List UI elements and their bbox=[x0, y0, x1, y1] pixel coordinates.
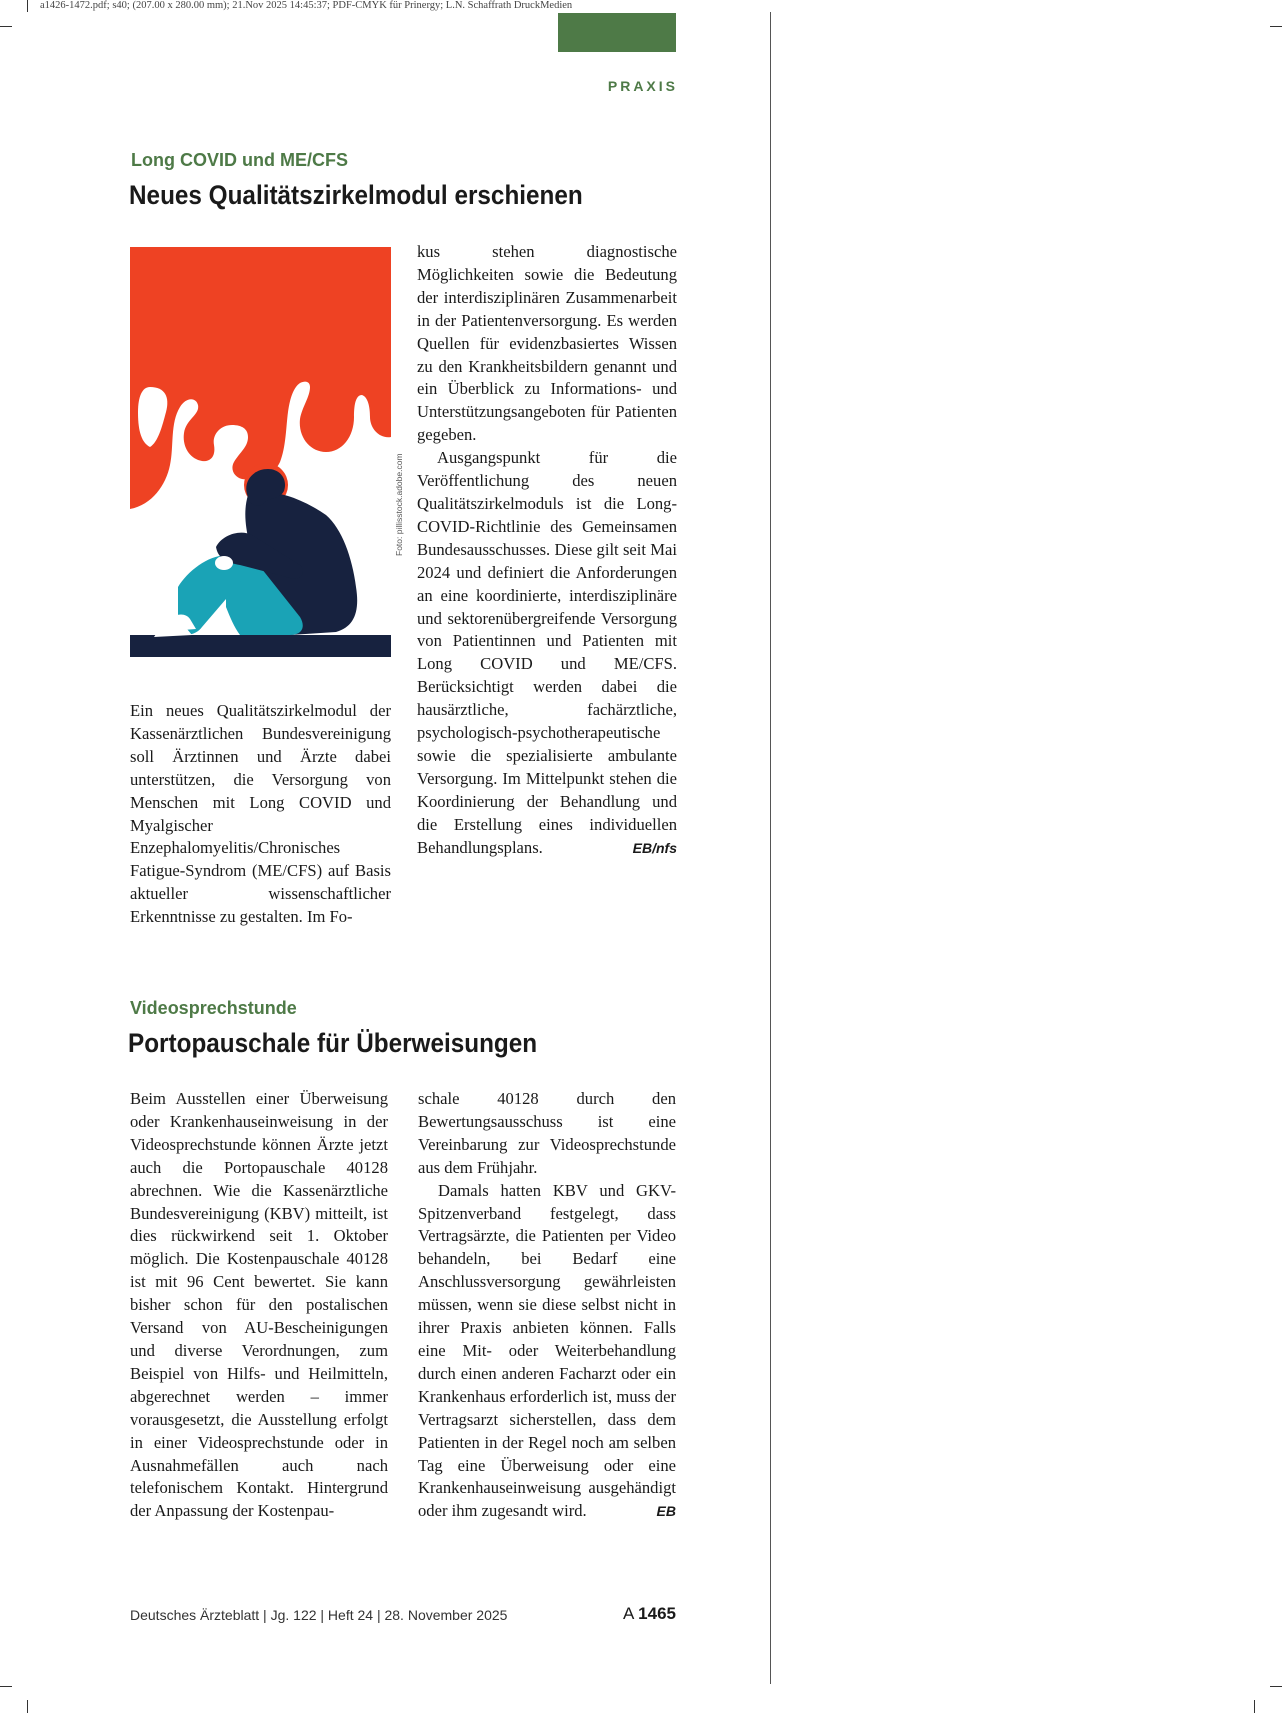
footer-page-number bbox=[623, 1604, 676, 1624]
article1-column2 bbox=[417, 241, 677, 859]
article2-col2-paragraph1: schale 40128 durch den Bewertungsausschuss ist eine Vereinbarung zur Videosprechstunde aus dem Frühjahr. bbox=[418, 1089, 676, 1177]
article1-column1 bbox=[130, 700, 391, 929]
article2-col1-text: Beim Ausstellen einer Überweisung oder Krankenhauseinweisung in der Videosprechstunde können Ärzte jetzt auch die Portopauschale 40128 abrechnen. Wie die Kassenärztliche Bundesvereinigung (KBV) mitteilt, ist dies rückwirkend seit 1. Oktober möglich. Die Kostenpauschale 40128 ist mit 96 Cent bewertet. Sie kann bisher schon für den postalischen Versand von AU-Bescheinigungen und diverse Verordnungen, zum Beispiel von Hilfs- und Heilmitteln, abgerechnet werden – immer vorausgesetzt, die Ausstellung erfolgt in einer Videosprechstunde oder in Ausnahmefällen auch nach telefonischem Kontakt. Hintergrund der Anpassung der Kostenpau- bbox=[130, 1089, 388, 1521]
article1-signature: EB/nfs bbox=[632, 839, 677, 856]
section-label: PRAXIS bbox=[607, 78, 678, 94]
page-prefix: A bbox=[623, 1604, 634, 1623]
section-color-bar bbox=[558, 13, 676, 52]
print-slug: a1426-1472.pdf; s40; (207.00 x 280.00 mm); 21.Nov 2025 14:45:37; PDF-CMYK für Prinergy; L.N. Schaffrath DruckMedien bbox=[40, 0, 573, 11]
article2-signature: EB bbox=[656, 1503, 676, 1520]
illustration-person-sitting-icon bbox=[130, 247, 391, 657]
article1-col1-text: Ein neues Qualitätszirkelmodul der Kassenärztlichen Bundesvereinigung soll Ärztinnen und Ärzte dabei unterstützen, die Versorgung von Menschen mit Long COVID und Myalgischer Enzephalomyelitis/Chronisches Fatigue-Syndrom (ME/CFS) auf Basis aktueller wissenschaftlicher Erkenntnisse zu gestalten. Im Fo- bbox=[130, 701, 391, 927]
article2-kicker: Videosprechstunde bbox=[130, 998, 297, 1018]
crop-mark bbox=[27, 0, 28, 12]
article2-headline: Portopauschale für Überweisungen bbox=[128, 1028, 538, 1058]
footer-journal-info: Deutsches Ärzteblatt | Jg. 122 | Heft 24 | 28. November 2025 bbox=[130, 1607, 508, 1623]
article1-illustration bbox=[130, 247, 391, 657]
crop-mark bbox=[1270, 26, 1282, 27]
crop-mark bbox=[0, 1686, 12, 1687]
article2-column2 bbox=[418, 1088, 676, 1523]
crop-mark bbox=[1270, 1686, 1282, 1687]
page-number: 1465 bbox=[638, 1604, 676, 1623]
image-credit: Foto: pillisstock.adobe.com bbox=[394, 453, 404, 556]
article2-col2-paragraph2: Damals hatten KBV und GKV-Spitzenverband festgelegt, dass Vertragsärzte, die Patienten per Video behandeln, bei Bedarf eine Anschlussversorgung gewährleisten müssen, wenn sie diese selbst nicht in ihrer Praxis anbieten können. Falls eine Mit- oder Weiterbehandlung durch einen anderen Facharzt oder ein Krankenhaus erforderlich ist, muss der Vertragsarzt sicherstellen, dass dem Patienten in der Regel noch am selben Tag eine Überweisung oder eine Krankenhauseinweisung ausgehändigt oder ihm zugesandt wird. bbox=[418, 1180, 676, 1521]
page-edge-line bbox=[770, 12, 771, 1684]
article2-column1 bbox=[130, 1088, 388, 1523]
crop-mark bbox=[0, 26, 12, 27]
crop-mark bbox=[1254, 1700, 1255, 1713]
article1-col2-paragraph1: kus stehen diagnostische Möglichkeiten sowie die Bedeutung der interdisziplinären Zusammenarbeit in der Patientenversorgung. Es werden Quellen für evidenzbasiertes Wissen zu den Krankheitsbildern genannt und ein Überblick zu Informations- und Unterstützungsangeboten für Patienten gegeben. bbox=[417, 242, 677, 445]
article1-headline: Neues Qualitätszirkelmodul erschienen bbox=[129, 180, 583, 210]
crop-mark bbox=[27, 1700, 28, 1713]
article1-kicker: Long COVID und ME/CFS bbox=[131, 150, 348, 170]
article1-col2-paragraph2: Ausgangspunkt für die Veröffentlichung des neuen Qualitätszirkelmoduls ist die Long-COVID-Richtlinie des Gemeinsamen Bundesausschusses. Diese gilt seit Mai 2024 und definiert die Anforderungen an eine koordinierte, interdisziplinäre und sektorenübergreifende Versorgung von Patientinnen und Patienten mit Long COVID und ME/CFS. Berücksichtigt werden dabei die hausärztliche, fachärztliche, psychologisch-psychotherapeutische sowie die spezialisierte ambulante Versorgung. Im Mittelpunkt stehen die Koordinierung der Behandlung und die Erstellung eines individuellen Behandlungsplans. bbox=[417, 448, 677, 857]
